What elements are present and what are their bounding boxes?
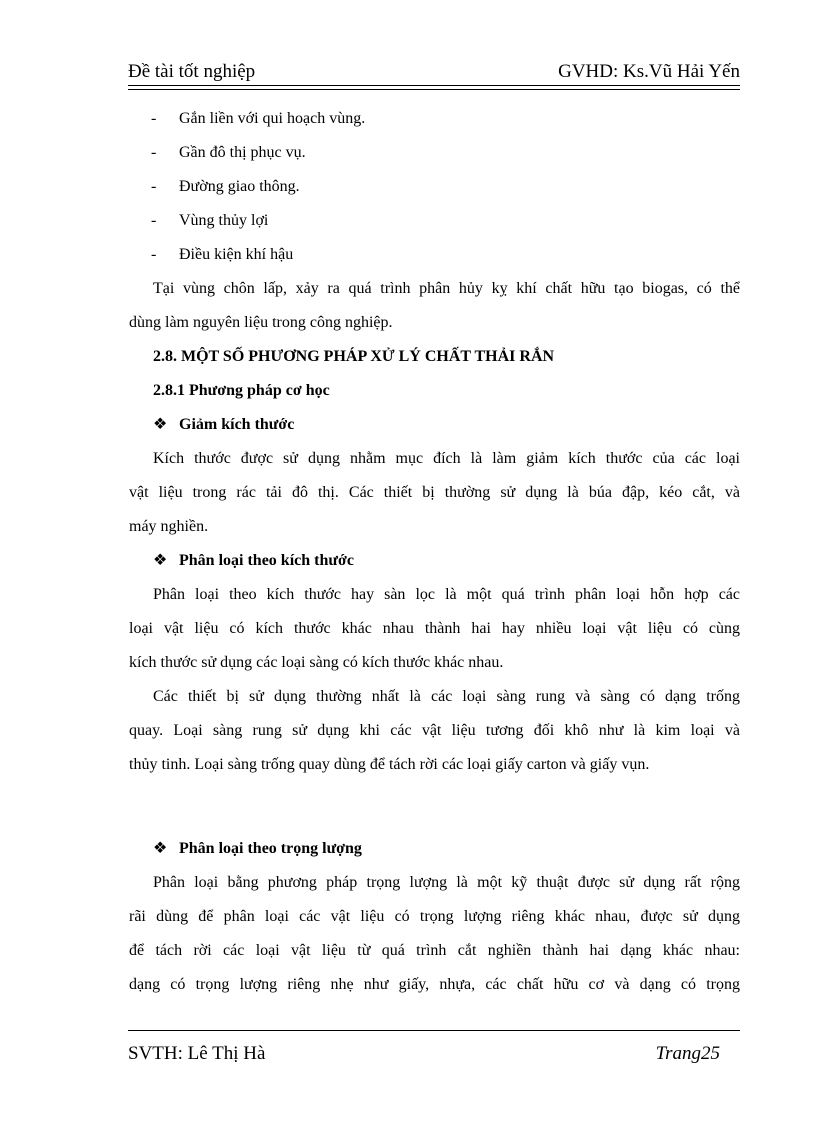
subheading-text: Phân loại theo trọng lượng (179, 840, 362, 857)
paragraph-line: Kích thước được sử dụng nhằm mục đích là làm giảm kích thước của các loại (153, 450, 740, 467)
paragraph-line: Phân loại theo kích thước hay sàn lọc là một quá trình phân loại hỗn hợp các (153, 586, 740, 603)
page-header (128, 58, 740, 88)
bullet-item (129, 102, 740, 136)
header-rule-top (128, 85, 740, 86)
diamond-bullet-icon: ❖ (153, 552, 168, 569)
footer-student: SVTH: Lê Thị Hà (128, 1043, 266, 1064)
paragraph-line: để tách rời các loại vật liệu từ quá trình cắt nghiền thành hai dạng khác nhau: (129, 942, 740, 959)
diamond-bullet-icon: ❖ (153, 416, 168, 433)
bullet-dash: - (151, 144, 157, 161)
header-thesis-title: Đề tài tốt nghiệp (128, 61, 256, 82)
page-body (129, 102, 740, 1002)
subsection-heading: 2.8.1 Phương pháp cơ học (153, 382, 330, 399)
diamond-bullet-icon: ❖ (153, 840, 168, 857)
paragraph-line: dùng làm nguyên liệu trong công nghiệp. (129, 314, 393, 331)
footer-rule (128, 1030, 740, 1031)
bullet-dash: - (151, 110, 157, 127)
paragraph-line: Phân loại bằng phương pháp trọng lượng là một kỹ thuật được sử dụng rất rộng (153, 874, 740, 891)
bullet-item (129, 238, 740, 272)
section-heading: 2.8. MỘT SỐ PHƯƠNG PHÁP XỬ LÝ CHẤT THẢI RẮN (153, 348, 555, 365)
bullet-text: Vùng thủy lợi (179, 212, 269, 229)
bullet-text: Gắn liền với qui hoạch vùng. (179, 110, 366, 127)
header-rule-bottom (128, 89, 740, 90)
paragraph-line: quay. Loại sàng rung sử dụng khi các vật liệu tương đối khô như là kim loại và (129, 722, 740, 739)
bullet-text: Điều kiện khí hậu (179, 246, 294, 263)
section-spacer (129, 782, 740, 832)
paragraph-line: Tại vùng chôn lấp, xảy ra quá trình phân hủy kỵ khí chất hữu tạo biogas, có thể (153, 280, 740, 297)
bullet-text: Gần đô thị phục vụ. (179, 144, 306, 161)
page-number: Trang25 (655, 1043, 720, 1064)
paragraph-line: thủy tinh. Loại sàng trống quay dùng để tách rời các loại giấy carton và giấy vụn. (129, 756, 650, 773)
subheading-reduce-size (129, 408, 740, 442)
bullet-dash: - (151, 212, 157, 229)
bullet-text: Đường giao thông. (179, 178, 300, 195)
paragraph-line: loại vật liệu có kích thước khác nhau thành hai hay nhiều loại vật liệu có cùng (129, 620, 740, 637)
subheading-size-sorting (129, 544, 740, 578)
bullet-item (129, 170, 740, 204)
paragraph-line: máy nghiền. (129, 518, 209, 535)
bullet-item (129, 136, 740, 170)
paragraph-line: dạng có trọng lượng riêng nhẹ như giấy, nhựa, các chất hữu cơ và dạng có trọng (129, 976, 740, 993)
paragraph-line: kích thước sử dụng các loại sàng có kích thước khác nhau. (129, 654, 504, 671)
bullet-item (129, 204, 740, 238)
bullet-dash: - (151, 246, 157, 263)
paragraph-line: vật liệu trong rác tải đô thị. Các thiết bị thường sử dụng là búa đập, kéo cắt, và (129, 484, 740, 501)
bullet-dash: - (151, 178, 157, 195)
paragraph-line: rãi dùng để phân loại các vật liệu có trọng lượng riêng khác nhau, được sử dụng (129, 908, 740, 925)
subheading-text: Phân loại theo kích thước (179, 552, 354, 569)
subheading-text: Giảm kích thước (179, 416, 295, 433)
header-advisor: GVHD: Ks.Vũ Hải Yến (558, 61, 740, 82)
paragraph-line: Các thiết bị sử dụng thường nhất là các loại sàng rung và sàng có dạng trống (153, 688, 740, 705)
subheading-weight-sorting (129, 832, 740, 866)
